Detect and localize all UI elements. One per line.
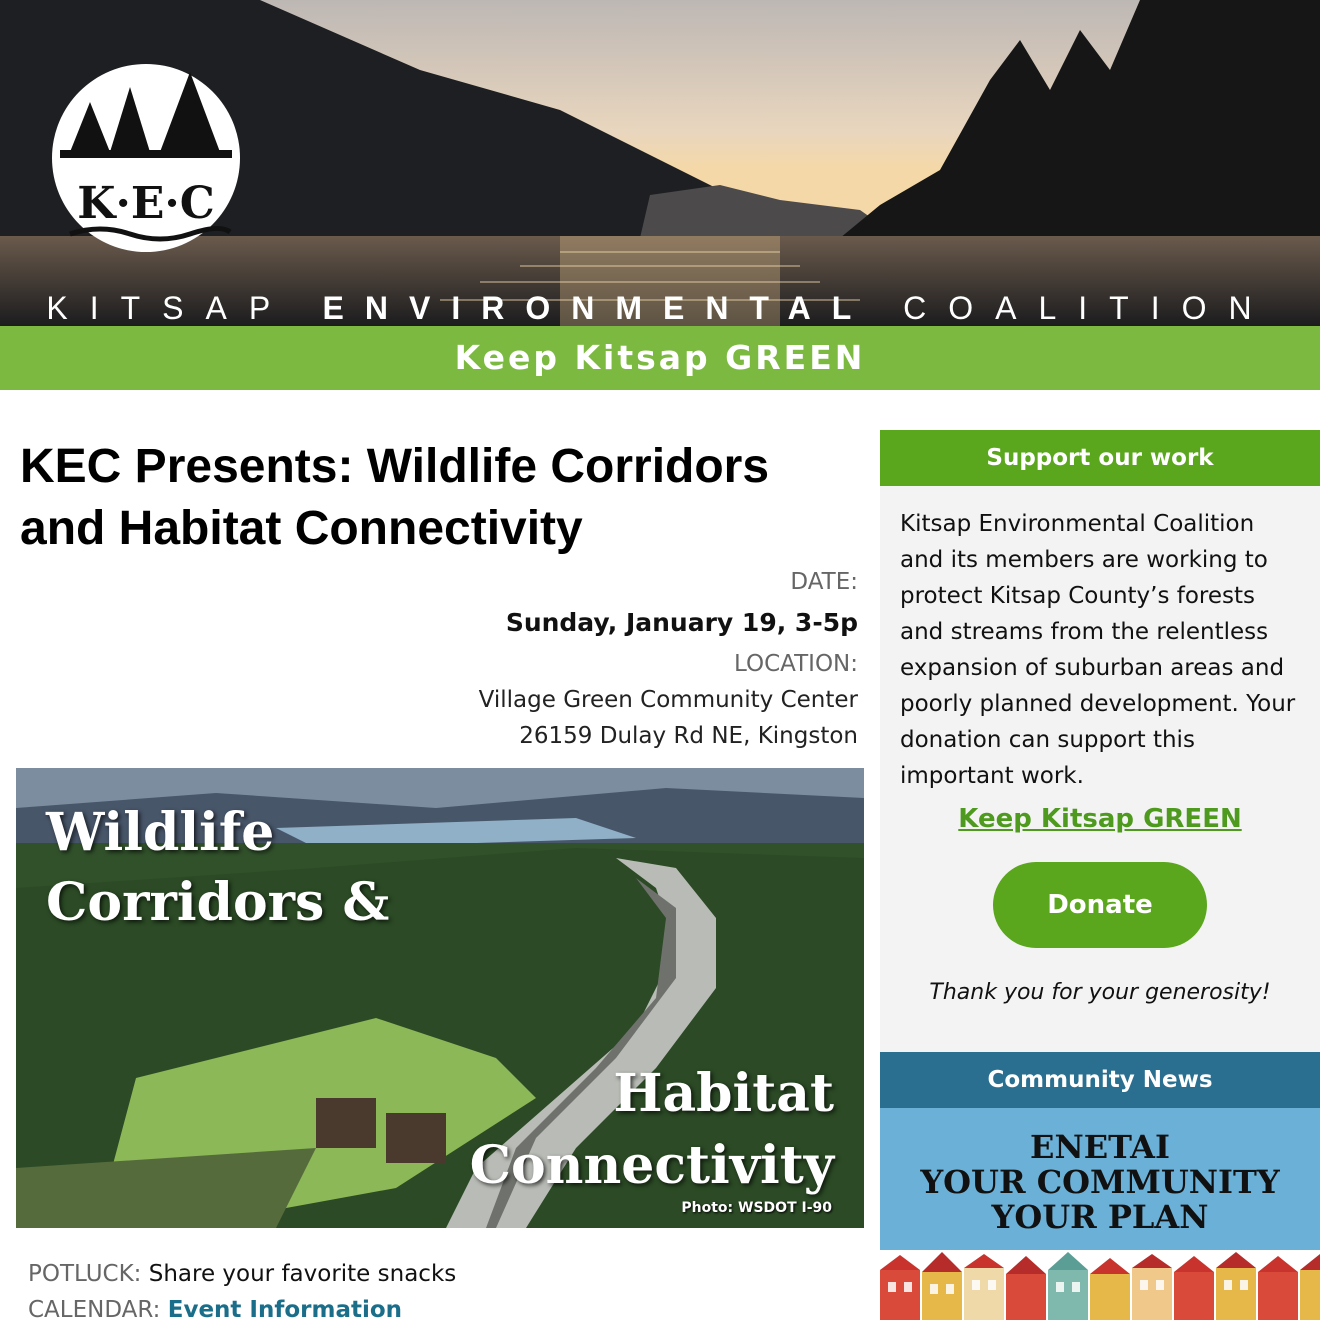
potluck-value: Share your favorite snacks <box>148 1261 457 1287</box>
event-details <box>16 564 864 754</box>
news-line1: ENETAI <box>1030 1128 1170 1166</box>
potluck-row <box>28 1256 456 1292</box>
tagline-bar <box>0 326 1320 390</box>
donate-button[interactable]: Donate <box>993 862 1207 948</box>
hero-title-top <box>46 798 389 938</box>
date-label: DATE: <box>790 569 858 595</box>
houses-icon <box>880 1250 1320 1320</box>
sidebar <box>880 430 1320 1320</box>
kec-logo[interactable] <box>50 62 242 254</box>
event-extra <box>28 1256 456 1320</box>
event-title-prefix: KEC Presents: <box>20 440 367 493</box>
svg-text:K·E·C: K·E·C <box>77 178 215 229</box>
location-line1: Village Green Community Center <box>478 687 858 713</box>
org-name-part2: ENVIRONMENTAL <box>322 290 873 326</box>
photo-credit: Photo: WSDOT I-90 <box>681 1200 832 1216</box>
hero-title-bottom <box>470 1058 834 1202</box>
org-name <box>0 290 1320 326</box>
event-hero-image <box>16 768 864 1228</box>
org-name-part3: COALITION <box>903 290 1274 326</box>
location-line2: 26159 Dulay Rd NE, Kingston <box>519 723 858 749</box>
potluck-label: POTLUCK: <box>28 1261 142 1287</box>
keep-kitsap-green-link[interactable]: Keep Kitsap GREEN <box>958 804 1242 834</box>
event-main <box>16 430 864 1320</box>
thanks-text: Thank you for your generosity! <box>929 980 1271 1005</box>
hero-title-line1: Wildlife <box>46 802 275 863</box>
calendar-row <box>28 1292 456 1320</box>
header-banner <box>0 0 1320 326</box>
houses-illustration <box>880 1250 1320 1320</box>
location-label: LOCATION: <box>734 651 858 677</box>
kec-logo-icon <box>50 62 242 254</box>
calendar-label: CALENDAR: <box>28 1297 161 1320</box>
calendar-link[interactable]: Event Information <box>167 1297 403 1320</box>
date-value: Sunday, January 19, 3-5p <box>505 608 858 637</box>
hero-title-line3: Habitat <box>613 1063 834 1124</box>
hero-title-line2: Corridors & <box>46 872 390 933</box>
event-title-bold: Wildlife Corridors and Habitat Connectivity <box>20 440 770 555</box>
news-line3: YOUR PLAN <box>991 1198 1209 1236</box>
support-heading: Support our work <box>880 430 1320 486</box>
support-panel <box>880 486 1320 1052</box>
news-line2: YOUR COMMUNITY <box>920 1163 1280 1201</box>
event-title <box>16 436 864 560</box>
community-news-heading: Community News <box>880 1052 1320 1108</box>
support-text: Kitsap Environmental Coalition and its members are working to protect Kitsap County’s forests and streams from the relentless expansion of suburban areas and poorly planned development. Your donation can support this important work. <box>900 511 1296 789</box>
org-name-part1: KITSAP <box>46 290 292 326</box>
hero-title-line4: Connectivity <box>469 1135 834 1196</box>
tagline: Keep Kitsap GREEN <box>454 338 866 377</box>
enetai-plan-banner[interactable] <box>880 1108 1320 1250</box>
